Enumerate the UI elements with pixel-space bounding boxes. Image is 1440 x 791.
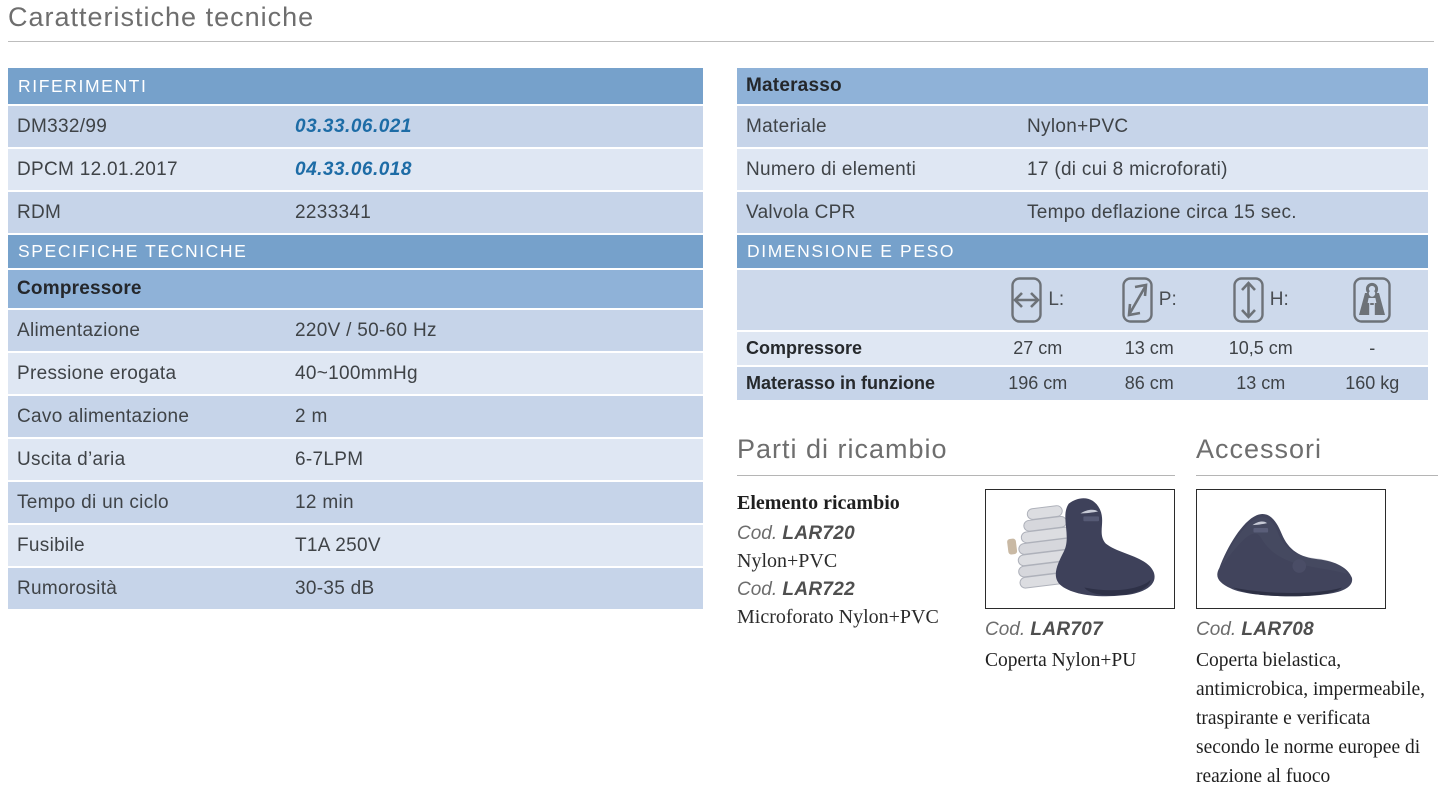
code-value: LAR707 [1030, 619, 1103, 640]
row-value: 6-7LPM [295, 448, 364, 470]
material-line: Microforato Nylon+PVC [737, 606, 939, 628]
dimension-col-height [1205, 277, 1317, 323]
dim-value-h: 10,5 cm [1228, 338, 1293, 358]
left-column [8, 68, 703, 611]
product-description: Coperta Nylon+PU [985, 650, 1137, 671]
code-line [737, 523, 985, 545]
dimensione-header: DIMENSIONE E PESO [737, 235, 1428, 268]
row-label: Tempo di un ciclo [17, 491, 169, 513]
row-value: Nylon+PVC [1027, 115, 1129, 137]
dim-value-weight: 160 kg [1345, 373, 1400, 393]
row-value: 12 min [295, 491, 354, 513]
length-arrow-icon [1011, 277, 1042, 323]
table-row [737, 192, 1428, 233]
table-row [8, 482, 703, 523]
riferimenti-header: RIFERIMENTI [8, 68, 703, 104]
table-row [8, 525, 703, 566]
row-value: 30-35 dB [295, 577, 375, 599]
code-line [985, 619, 1175, 641]
dimension-col-depth [1094, 277, 1206, 323]
row-label: Materiale [746, 115, 827, 137]
materasso-subheader: Materasso [737, 68, 1428, 104]
material-line: Nylon+PVC [737, 550, 838, 572]
table-row [8, 353, 703, 394]
cod-label: Cod. [737, 523, 778, 544]
table-row [8, 149, 703, 190]
row-label: Fusibile [17, 534, 85, 556]
dim-value-l: 27 cm [1013, 338, 1063, 358]
dim-value-weight: - [1369, 338, 1376, 358]
row-label: DM332/99 [17, 115, 108, 137]
row-label: Alimentazione [17, 319, 141, 341]
spare-parts-section [737, 434, 1175, 675]
table-row [8, 396, 703, 437]
code-line [1196, 619, 1438, 641]
table-row [8, 310, 703, 351]
accessories-title: Accessori [1196, 434, 1323, 464]
title-divider [8, 41, 1434, 42]
table-row [8, 439, 703, 480]
row-label: Rumorosità [17, 577, 118, 599]
row-label: Valvola CPR [746, 201, 856, 223]
product-description: Coperta bielastica, antimicrobica, impermeabile, traspirante e verificata secondo le norme europee di reazione al fuoco [1196, 650, 1426, 787]
mattress-image [1196, 489, 1386, 609]
row-value: Tempo deflazione circa 15 sec. [1027, 201, 1297, 223]
cod-label: Cod. [985, 619, 1026, 640]
section-divider [1196, 475, 1438, 476]
max-weight-icon [1353, 277, 1391, 323]
accessories-section [1196, 434, 1438, 791]
dim-value-h: 13 cm [1236, 373, 1286, 393]
code-line [737, 579, 985, 601]
row-value: 03.33.06.021 [295, 115, 412, 137]
table-row [8, 568, 703, 609]
dim-value-p: 86 cm [1124, 373, 1174, 393]
row-value: 17 (di cui 8 microforati) [1027, 158, 1228, 180]
dimension-col-length [982, 277, 1094, 323]
row-label: Uscita d’aria [17, 448, 126, 470]
dimension-icon-row [737, 270, 1428, 330]
height-arrow-icon [1233, 277, 1264, 323]
row-value: 04.33.06.018 [295, 158, 412, 180]
row-value: 40~100mmHg [295, 362, 418, 384]
spare-product [985, 489, 1175, 675]
row-value: 220V / 50-60 Hz [295, 319, 437, 341]
row-label: Cavo alimentazione [17, 405, 190, 427]
code-value: LAR708 [1241, 619, 1314, 640]
table-row [8, 106, 703, 147]
row-label: Numero di elementi [746, 158, 917, 180]
spare-element-title: Elemento ricambio [737, 492, 900, 514]
row-label: Materasso in funzione [746, 373, 936, 393]
row-label: Pressione erogata [17, 362, 177, 384]
table-row [737, 149, 1428, 190]
mattress-cover-image [985, 489, 1175, 609]
accessory-product [1196, 489, 1438, 791]
dimension-row [737, 332, 1428, 365]
depth-arrow-icon [1122, 277, 1153, 323]
dimension-col-label: L: [1048, 289, 1065, 310]
row-value: 2 m [295, 405, 328, 427]
page-title: Caratteristiche tecniche [8, 2, 315, 32]
dimension-row [737, 367, 1428, 400]
row-label: Compressore [746, 338, 863, 358]
spare-element-info [737, 489, 985, 675]
row-value: T1A 250V [295, 534, 381, 556]
right-column [737, 68, 1428, 402]
dim-value-p: 13 cm [1124, 338, 1174, 358]
dimension-col-label: P: [1158, 289, 1177, 310]
spare-parts-title: Parti di ricambio [737, 434, 948, 464]
dimension-col-label: H: [1269, 289, 1289, 310]
row-label: DPCM 12.01.2017 [17, 158, 178, 180]
dimension-col-weight [1317, 277, 1429, 323]
section-divider [737, 475, 1175, 476]
compressore-subheader: Compressore [8, 270, 703, 308]
cod-label: Cod. [737, 579, 778, 600]
table-row [8, 192, 703, 233]
cod-label: Cod. [1196, 619, 1237, 640]
dim-value-l: 196 cm [1008, 373, 1068, 393]
row-label: RDM [17, 201, 62, 223]
table-row [737, 106, 1428, 147]
code-value: LAR720 [782, 523, 855, 544]
row-value: 2233341 [295, 201, 372, 223]
specifiche-header: SPECIFICHE TECNICHE [8, 235, 703, 268]
code-value: LAR722 [782, 579, 855, 600]
